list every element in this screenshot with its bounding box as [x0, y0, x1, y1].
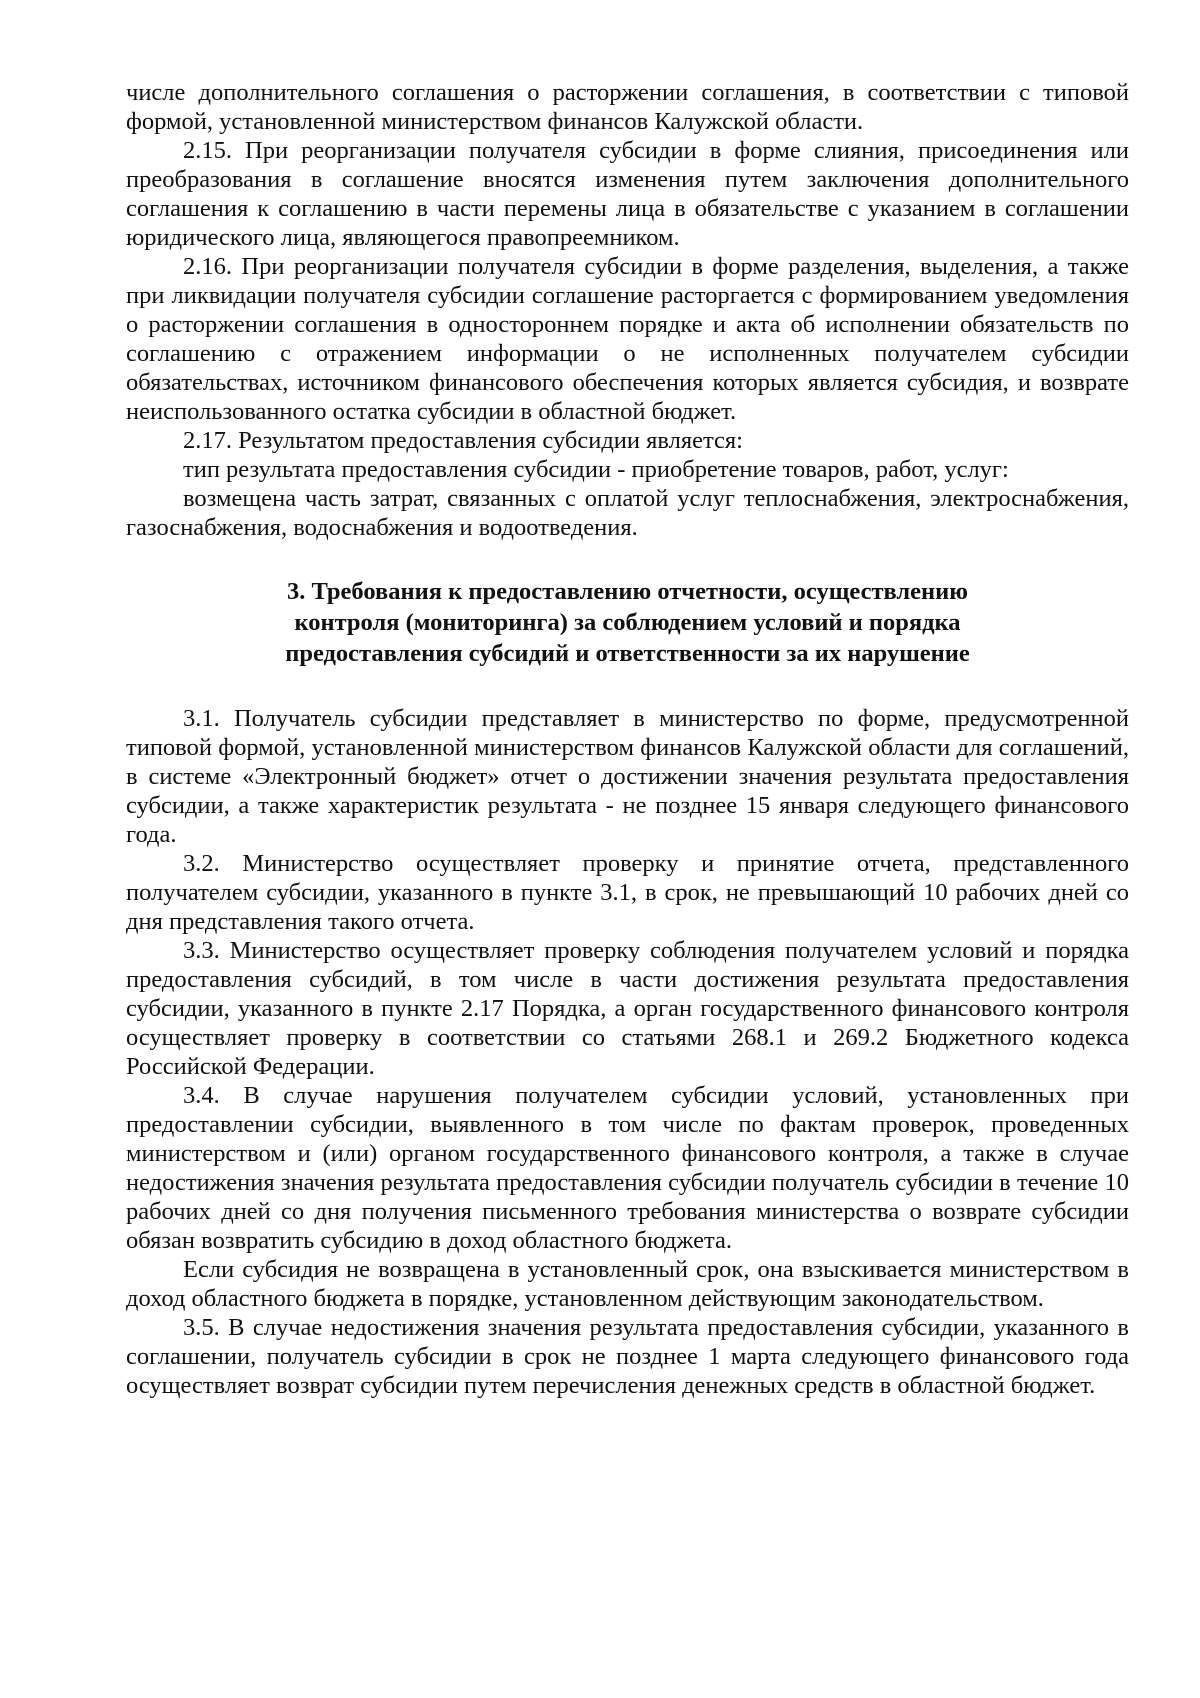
section-heading-line-2: контроля (мониторинга) за соблюдением условий и порядка — [294, 609, 961, 636]
paragraph-3-4: 3.4. В случае нарушения получателем субсидии условий, установленных при предоставлении субсидии, выявленного в том числе по фактам проверок, проведенных министерством и (или) органом государственного финансового контроля, а также в случае недостижения значения результата предоставления субсидии получатель субсидии в течение 10 рабочих дней со дня получения письменного требования министерства о возврате субсидии обязан возвратить субсидию в доход областного бюджета. — [126, 1082, 1129, 1254]
section-heading-line-1: 3. Требования к предоставлению отчетности, осуществлению — [287, 578, 968, 605]
paragraph-result-description: возмещена часть затрат, связанных с оплатой услуг теплоснабжения, электроснабжения, газоснабжения, водоснабжения и водоотведения. — [126, 485, 1129, 541]
paragraph-continuation: числе дополнительного соглашения о расторжении соглашения, в соответствии с типовой формой, установленной министерством финансов Калужской области. — [126, 79, 1129, 135]
paragraph-3-4-continued: Если субсидия не возвращена в установленный срок, она взыскивается министерством в доход областного бюджета в порядке, установленном действующим законодательством. — [126, 1256, 1129, 1312]
paragraph-3-3: 3.3. Министерство осуществляет проверку соблюдения получателем условий и порядка предоставления субсидий, в том числе в части достижения результата предоставления субсидии, указанного в пункте 2.17 Порядка, а орган государственного финансового контроля осуществляет проверку в соответствии со статьями 268.1 и 269.2 Бюджетного кодекса Российской Федерации. — [126, 937, 1129, 1080]
document-page — [126, 78, 1129, 1400]
paragraph-3-1: 3.1. Получатель субсидии представляет в министерство по форме, предусмотренной типовой формой, установленной министерством финансов Калужской области для соглашений, в системе «Электронный бюджет» отчет о достижении значения результата предоставления субсидии, а также характеристик результата - не позднее 15 января следующего финансового года. — [126, 705, 1129, 848]
paragraph-2-15: 2.15. При реорганизации получателя субсидии в форме слияния, присоединения или преобразования в соглашение вносятся изменения путем заключения дополнительного соглашения к соглашению в части перемены лица в обязательстве с указанием в соглашении юридического лица, являющегося правопреемником. — [126, 137, 1129, 251]
paragraph-2-16: 2.16. При реорганизации получателя субсидии в форме разделения, выделения, а также при ликвидации получателя субсидии соглашение расторгается с формированием уведомления о расторжении соглашения в одностороннем порядке и акта об исполнении обязательств по соглашению с отражением информации о не исполненных получателем субсидии обязательствах, источником финансового обеспечения которых является субсидия, и возврате неиспользованного остатка субсидии в областной бюджет. — [126, 253, 1129, 425]
paragraph-result-type: тип результата предоставления субсидии - приобретение товаров, работ, услуг: — [183, 456, 1009, 483]
paragraph-3-5: 3.5. В случае недостижения значения результата предоставления субсидии, указанного в соглашении, получатель субсидии в срок не позднее 1 марта следующего финансового года осуществляет возврат субсидии путем перечисления денежных средств в областной бюджет. — [126, 1314, 1129, 1399]
section-3-heading — [126, 576, 1129, 669]
paragraph-3-2: 3.2. Министерство осуществляет проверку и принятие отчета, представленного получателем субсидии, указанного в пункте 3.1, в срок, не превышающий 10 рабочих дней со дня представления такого отчета. — [126, 850, 1129, 935]
section-heading-line-3: предоставления субсидий и ответственности за их нарушение — [285, 640, 970, 667]
paragraph-2-17: 2.17. Результатом предоставления субсидии является: — [183, 427, 743, 454]
